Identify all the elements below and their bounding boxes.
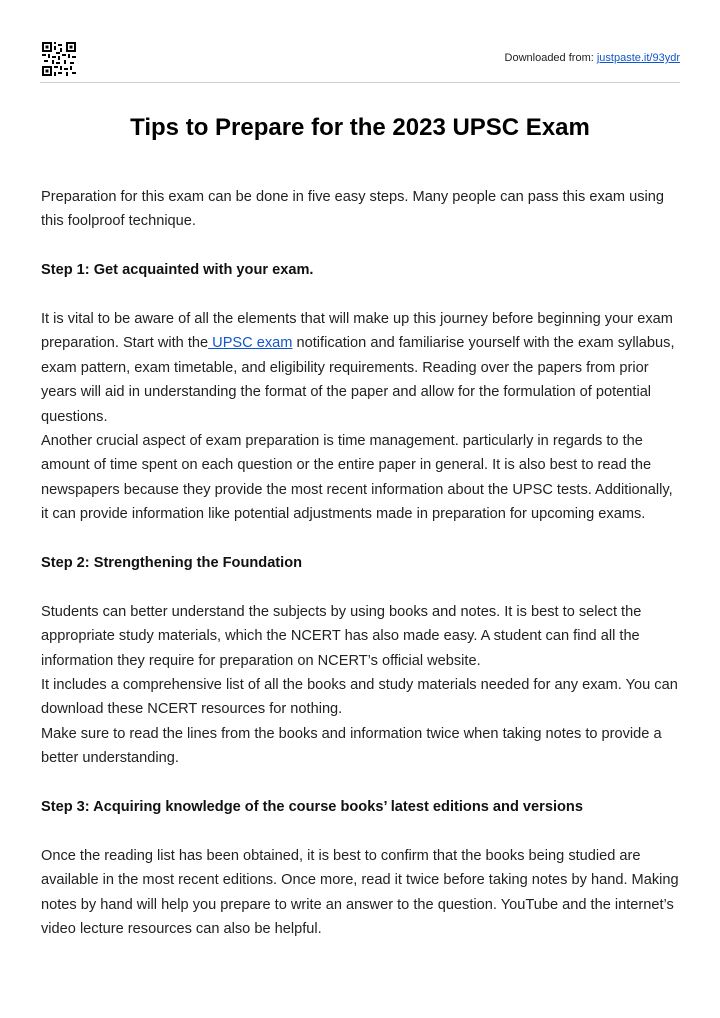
step-1-paragraph-1 bbox=[41, 307, 683, 429]
step-2-paragraph-2: It includes a comprehensive list of all the books and study materials needed for any exam. You can download these NCERT resources for nothing. bbox=[41, 677, 678, 718]
source-link[interactable]: justpaste.it/93ydr bbox=[596, 52, 680, 64]
step-2-paragraph-1: Students can better understand the subjects by using books and notes. It is best to select the appropriate study materials, which the NCERT has also made easy. A student can find all the information they require for preparation on NCERT’s official website. bbox=[41, 603, 642, 669]
downloaded-label: Downloaded from: bbox=[504, 52, 597, 64]
step-1-heading: Step 1: Get acquainted with your exam. bbox=[41, 262, 314, 279]
step-3-paragraph-1: Once the reading list has been obtained, it is best to confirm that the books being studied are available in the most recent editions. Once more, read it twice before taking notes by hand. Making notes by hand will help you prepare to write an answer to the question. YouTube and the internet’s video lecture resources can also be helpful. bbox=[41, 847, 679, 938]
step-3-heading: Step 3: Acquiring knowledge of the course books’ latest editions and versions bbox=[41, 799, 583, 816]
qr-code-icon bbox=[42, 42, 76, 76]
article-body bbox=[41, 185, 683, 942]
step-1-text-after-link: notification and familiarise yourself with the exam syllabus, exam pattern, exam timetable, and eligibility requirements. Reading over the papers from prior years will aid in understanding the format of the paper and allow for the formulation of potential questions. bbox=[41, 335, 675, 425]
page-header bbox=[40, 42, 680, 83]
intro-paragraph: Preparation for this exam can be done in five easy steps. Many people can pass this exam using this foolproof technique. bbox=[41, 189, 665, 230]
step-2-heading: Step 2: Strengthening the Foundation bbox=[41, 555, 303, 572]
step-1-paragraph-2: Another crucial aspect of exam preparation is time management. particularly in regards to the amount of time spent on each question or the entire paper in general. It is also best to read the newspapers because they provide the most recent information about the UPSC tests. Additionally, it can provide information like potential adjustments made in preparation for upcoming exams. bbox=[41, 433, 673, 523]
page-title: Tips to Prepare for the 2023 UPSC Exam bbox=[130, 114, 590, 141]
step-2-paragraph-3: Make sure to read the lines from the books and information twice when taking notes to provide a better understanding. bbox=[41, 725, 662, 767]
upsc-exam-link[interactable]: UPSC exam bbox=[208, 335, 293, 352]
step-1-text-before-link: It is vital to be aware of all the elements that will make up this journey before beginning your exam preparation. Start with the bbox=[41, 311, 673, 352]
download-source bbox=[505, 52, 680, 64]
